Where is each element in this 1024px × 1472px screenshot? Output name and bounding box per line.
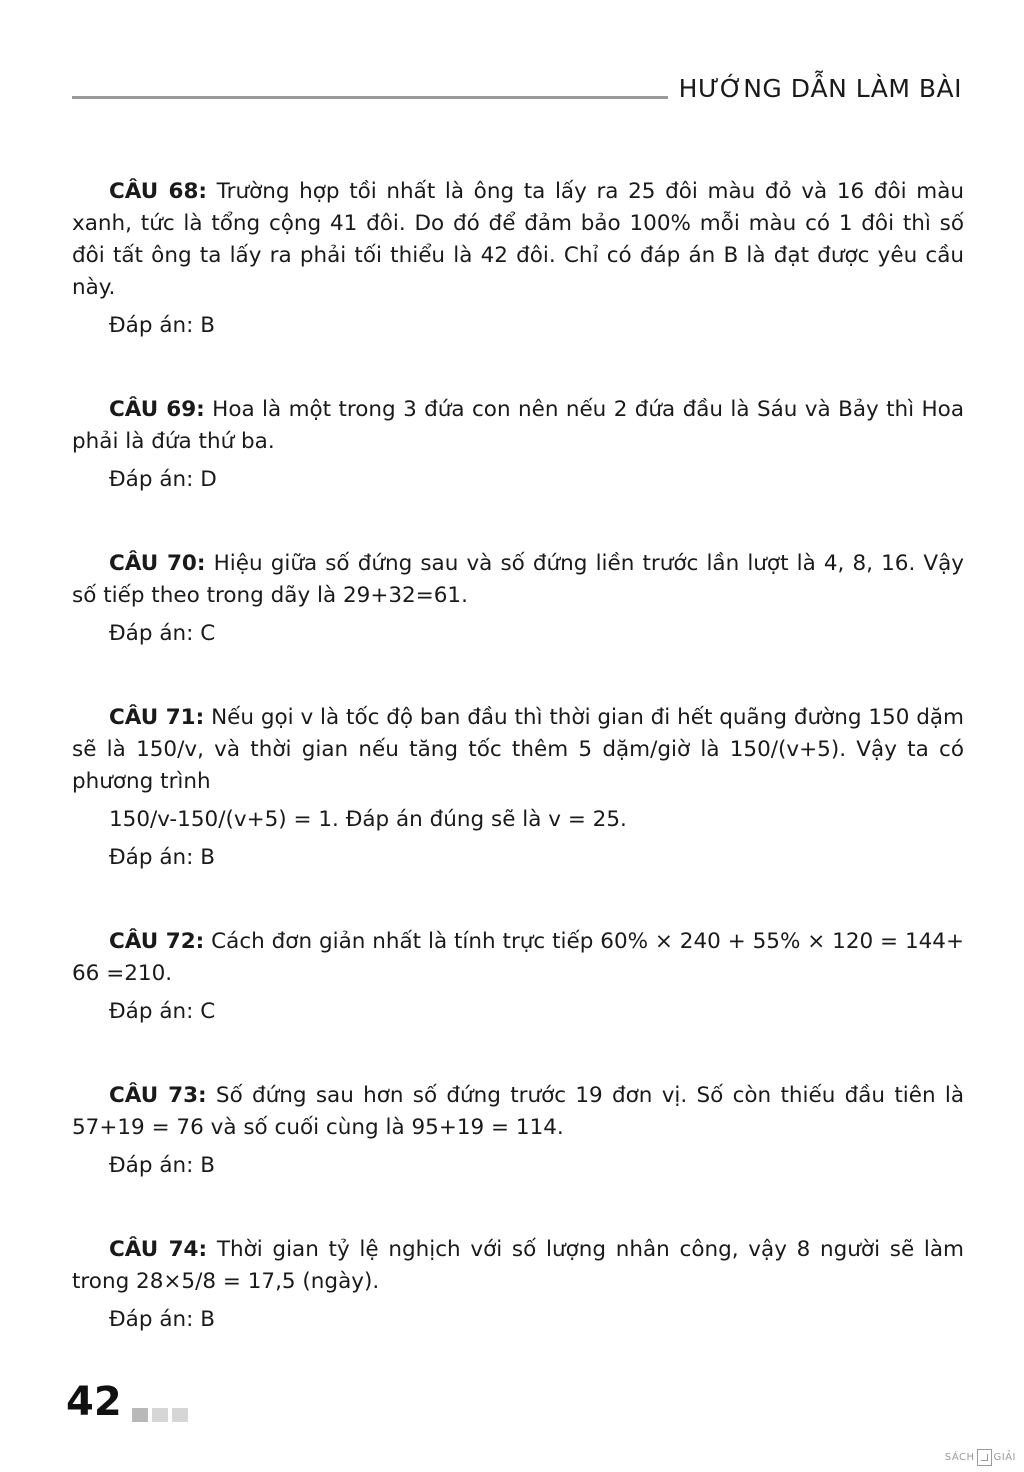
header-title: HƯỚNG DẪN LÀM BÀI — [678, 74, 962, 103]
question-label: CÂU 68: — [109, 179, 208, 204]
answer-line: Đáp án: D — [109, 467, 217, 492]
question-label: CÂU 69: — [109, 397, 205, 422]
page-number-decoration — [132, 1408, 188, 1422]
answer-line: Đáp án: C — [109, 621, 216, 646]
decor-square — [172, 1408, 188, 1422]
question-74 — [72, 1234, 964, 1336]
question-label: CÂU 73: — [109, 1083, 207, 1108]
question-text — [72, 176, 964, 304]
watermark-text-right: GIẢI — [993, 1452, 1016, 1463]
answers-content — [72, 176, 964, 1388]
question-body: Thời gian tỷ lệ nghịch với số lượng nhân công, vậy 8 người sẽ làm trong 28×5/8 = 17,5 (ngày). — [72, 1237, 964, 1294]
question-body: Hoa là một trong 3 đứa con nên nếu 2 đứa đầu là Sáu và Bảy thì Hoa phải là đứa thứ ba. — [72, 397, 965, 454]
page-number: 42 — [66, 1379, 122, 1425]
watermark — [945, 1449, 1016, 1466]
answer-line: Đáp án: B — [109, 1153, 215, 1178]
question-text — [72, 702, 964, 798]
question-70 — [72, 548, 964, 650]
question-71 — [72, 702, 964, 874]
question-label: CÂU 71: — [109, 705, 205, 730]
watermark-text-left: SÁCH — [944, 1452, 975, 1463]
question-text — [72, 926, 964, 990]
answer-line: Đáp án: B — [109, 1307, 215, 1332]
question-body: Hiệu giữa số đứng sau và số đứng liền trước lần lượt là 4, 8, 16. Vậy số tiếp theo trong dãy là 29+32=61. — [72, 551, 964, 608]
question-text — [72, 1234, 964, 1298]
question-72 — [72, 926, 964, 1028]
decor-square — [132, 1408, 148, 1422]
question-text — [72, 548, 964, 612]
question-label: CÂU 70: — [109, 551, 206, 576]
question-label: CÂU 72: — [109, 929, 205, 954]
question-body: Số đứng sau hơn số đứng trước 19 đơn vị. Số còn thiếu đầu tiên là 57+19 = 76 và số cuối cùng là 95+19 = 114. — [72, 1083, 964, 1140]
answer-line: Đáp án: C — [109, 999, 216, 1024]
question-body: Trường hợp tồi nhất là ông ta lấy ra 25 đôi màu đỏ và 16 đôi màu xanh, tức là tổng cộng 41 đôi. Do đó để đảm bảo 100% mỗi màu có 1 đôi thì số đôi tất ông ta lấy ra phải tối thiểu là 42 đôi. Chỉ có đáp án B là đạt được yêu cầu này. — [72, 179, 964, 300]
answer-line: Đáp án: B — [109, 845, 215, 870]
question-73 — [72, 1080, 964, 1182]
formula-line: 150/v-150/(v+5) = 1. Đáp án đúng sẽ là v = 25. — [109, 807, 627, 832]
question-body: Cách đơn giản nhất là tính trực tiếp 60% × 240 + 55% × 120 = 144+ 66 =210. — [72, 929, 964, 986]
header-rule — [72, 96, 668, 99]
answer-line: Đáp án: B — [109, 313, 215, 338]
question-body: Nếu gọi v là tốc độ ban đầu thì thời gian đi hết quãng đường 150 dặm sẽ là 150/v, và thời gian nếu tăng tốc thêm 5 dặm/giờ là 150/(v+5). Vậy ta có phương trình — [72, 705, 965, 794]
decor-square — [152, 1408, 168, 1422]
question-text — [72, 394, 964, 458]
question-text — [72, 1080, 964, 1144]
watermark-logo-icon — [977, 1449, 992, 1466]
question-68 — [72, 176, 964, 342]
question-label: CÂU 74: — [109, 1237, 208, 1262]
question-69 — [72, 394, 964, 496]
